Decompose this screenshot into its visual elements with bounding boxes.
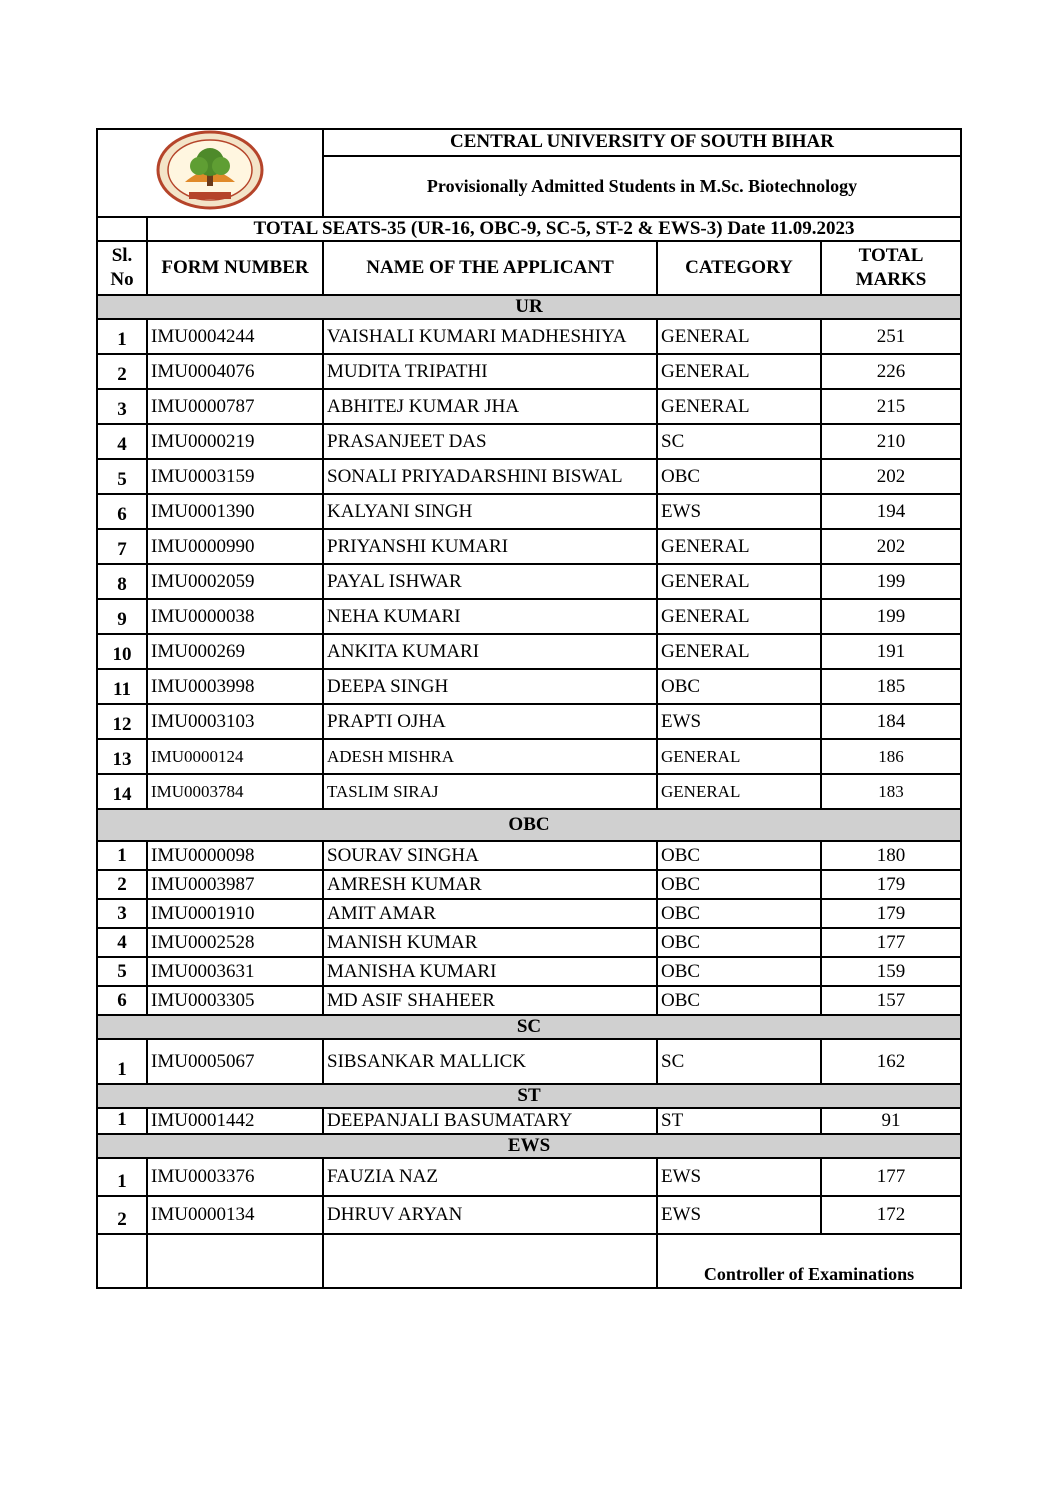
category: EWS xyxy=(657,704,821,739)
table-row xyxy=(97,1108,961,1134)
table-row xyxy=(97,494,961,529)
sl-no: 1 xyxy=(97,1039,147,1084)
sl-no: 5 xyxy=(97,957,147,986)
form-number: IMU0000219 xyxy=(147,424,323,459)
form-number: IMU0003998 xyxy=(147,669,323,704)
table-row xyxy=(97,424,961,459)
sl-no: 1 xyxy=(97,841,147,870)
table-row xyxy=(97,774,961,809)
applicant-name: SIBSANKAR MALLICK xyxy=(323,1039,657,1084)
empty-cell xyxy=(147,1234,323,1288)
form-number: IMU0005067 xyxy=(147,1039,323,1084)
sl-no: 2 xyxy=(97,870,147,899)
form-number: IMU0002528 xyxy=(147,928,323,957)
table-row xyxy=(97,354,961,389)
category: OBC xyxy=(657,957,821,986)
applicant-name: DHRUV ARYAN xyxy=(323,1196,657,1234)
university-seal-icon xyxy=(155,130,265,210)
total-marks: 251 xyxy=(821,319,961,354)
applicant-name: MANISHA KUMARI xyxy=(323,957,657,986)
group-band xyxy=(97,1134,961,1158)
admission-table xyxy=(96,128,962,1289)
total-marks: 215 xyxy=(821,389,961,424)
total-marks: 210 xyxy=(821,424,961,459)
table-row xyxy=(97,389,961,424)
table-row xyxy=(97,1196,961,1234)
total-marks: 162 xyxy=(821,1039,961,1084)
total-marks: 191 xyxy=(821,634,961,669)
sl-no: 3 xyxy=(97,389,147,424)
form-number: IMU0000098 xyxy=(147,841,323,870)
category: GENERAL xyxy=(657,389,821,424)
form-number: IMU0000124 xyxy=(147,739,323,774)
empty-cell xyxy=(323,1234,657,1288)
table-row xyxy=(97,1158,961,1196)
category: ST xyxy=(657,1108,821,1134)
col-marks: TOTAL MARKS xyxy=(821,241,961,295)
sl-no: 2 xyxy=(97,354,147,389)
col-name: NAME OF THE APPLICANT xyxy=(323,241,657,295)
sl-no: 3 xyxy=(97,899,147,928)
category: SC xyxy=(657,424,821,459)
category: GENERAL xyxy=(657,774,821,809)
category: GENERAL xyxy=(657,739,821,774)
applicant-name: ABHITEJ KUMAR JHA xyxy=(323,389,657,424)
col-sl: Sl. No xyxy=(97,241,147,295)
table-row xyxy=(97,669,961,704)
sl-no: 10 xyxy=(97,634,147,669)
sl-no: 6 xyxy=(97,986,147,1015)
empty-cell xyxy=(97,217,147,241)
total-marks: 226 xyxy=(821,354,961,389)
table-row xyxy=(97,704,961,739)
sl-no: 4 xyxy=(97,424,147,459)
applicant-name: NEHA KUMARI xyxy=(323,599,657,634)
form-number: IMU0000990 xyxy=(147,529,323,564)
form-number: IMU0003376 xyxy=(147,1158,323,1196)
sl-no: 1 xyxy=(97,319,147,354)
group-label: ST xyxy=(97,1084,961,1108)
table-row xyxy=(97,634,961,669)
signature-label: Controller of Examinations xyxy=(657,1234,961,1288)
sl-no: 14 xyxy=(97,774,147,809)
category: EWS xyxy=(657,1196,821,1234)
sl-no: 2 xyxy=(97,1196,147,1234)
sl-no: 8 xyxy=(97,564,147,599)
category: GENERAL xyxy=(657,529,821,564)
form-number: IMU0003631 xyxy=(147,957,323,986)
list-subtitle: Provisionally Admitted Students in M.Sc. Biotechnology xyxy=(323,156,961,217)
form-number: IMU0000787 xyxy=(147,389,323,424)
total-marks: 180 xyxy=(821,841,961,870)
col-category: CATEGORY xyxy=(657,241,821,295)
total-marks: 202 xyxy=(821,529,961,564)
applicant-name: MUDITA TRIPATHI xyxy=(323,354,657,389)
sl-no: 9 xyxy=(97,599,147,634)
form-number: IMU0001910 xyxy=(147,899,323,928)
applicant-name: DEEPANJALI BASUMATARY xyxy=(323,1108,657,1134)
total-marks: 157 xyxy=(821,986,961,1015)
applicant-name: SOURAV SINGHA xyxy=(323,841,657,870)
col-form: FORM NUMBER xyxy=(147,241,323,295)
form-number: IMU0000134 xyxy=(147,1196,323,1234)
total-marks: 177 xyxy=(821,1158,961,1196)
total-marks: 194 xyxy=(821,494,961,529)
applicant-name: DEEPA SINGH xyxy=(323,669,657,704)
sl-no: 13 xyxy=(97,739,147,774)
group-band xyxy=(97,809,961,841)
category: GENERAL xyxy=(657,634,821,669)
category: GENERAL xyxy=(657,319,821,354)
total-marks: 183 xyxy=(821,774,961,809)
total-marks: 172 xyxy=(821,1196,961,1234)
category: EWS xyxy=(657,1158,821,1196)
table-row xyxy=(97,739,961,774)
total-marks: 177 xyxy=(821,928,961,957)
applicant-name: PAYAL ISHWAR xyxy=(323,564,657,599)
applicant-name: MD ASIF SHAHEER xyxy=(323,986,657,1015)
applicant-name: VAISHALI KUMARI MADHESHIYA xyxy=(323,319,657,354)
category: OBC xyxy=(657,669,821,704)
table-row xyxy=(97,564,961,599)
sl-no: 1 xyxy=(97,1158,147,1196)
category: OBC xyxy=(657,459,821,494)
sl-no: 11 xyxy=(97,669,147,704)
form-number: IMU0004244 xyxy=(147,319,323,354)
sl-no: 7 xyxy=(97,529,147,564)
sl-no: 12 xyxy=(97,704,147,739)
total-marks: 199 xyxy=(821,599,961,634)
total-marks: 202 xyxy=(821,459,961,494)
form-number: IMU0001442 xyxy=(147,1108,323,1134)
signature-row xyxy=(97,1234,961,1288)
form-number: IMU0003987 xyxy=(147,870,323,899)
category: OBC xyxy=(657,986,821,1015)
applicant-name: TASLIM SIRAJ xyxy=(323,774,657,809)
sl-no: 1 xyxy=(97,1108,147,1134)
table-row xyxy=(97,529,961,564)
total-marks: 179 xyxy=(821,870,961,899)
university-name: CENTRAL UNIVERSITY OF SOUTH BIHAR xyxy=(323,129,961,156)
applicant-name: FAUZIA NAZ xyxy=(323,1158,657,1196)
empty-cell xyxy=(97,1234,147,1288)
category: SC xyxy=(657,1039,821,1084)
table-row xyxy=(97,1039,961,1084)
applicant-name: SONALI PRIYADARSHINI BISWAL xyxy=(323,459,657,494)
category: OBC xyxy=(657,870,821,899)
applicant-name: ANKITA KUMARI xyxy=(323,634,657,669)
total-marks: 184 xyxy=(821,704,961,739)
table-row xyxy=(97,319,961,354)
table-row xyxy=(97,957,961,986)
total-marks: 186 xyxy=(821,739,961,774)
total-marks: 185 xyxy=(821,669,961,704)
applicant-name: PRIYANSHI KUMARI xyxy=(323,529,657,564)
table-row xyxy=(97,899,961,928)
total-marks: 199 xyxy=(821,564,961,599)
table-row xyxy=(97,459,961,494)
applicant-name: AMIT AMAR xyxy=(323,899,657,928)
group-band xyxy=(97,1015,961,1039)
group-label: UR xyxy=(97,295,961,319)
applicant-name: AMRESH KUMAR xyxy=(323,870,657,899)
applicant-name: ADESH MISHRA xyxy=(323,739,657,774)
form-number: IMU0003159 xyxy=(147,459,323,494)
sl-no: 5 xyxy=(97,459,147,494)
sl-no: 4 xyxy=(97,928,147,957)
category: GENERAL xyxy=(657,564,821,599)
table-row xyxy=(97,841,961,870)
applicant-name: KALYANI SINGH xyxy=(323,494,657,529)
total-marks: 91 xyxy=(821,1108,961,1134)
form-number: IMU0001390 xyxy=(147,494,323,529)
form-number: IMU0004076 xyxy=(147,354,323,389)
form-number: IMU0003305 xyxy=(147,986,323,1015)
table-row xyxy=(97,986,961,1015)
form-number: IMU0000038 xyxy=(147,599,323,634)
form-number: IMU000269 xyxy=(147,634,323,669)
category: GENERAL xyxy=(657,599,821,634)
group-band xyxy=(97,1084,961,1108)
group-label: OBC xyxy=(97,809,961,841)
table-row xyxy=(97,928,961,957)
form-number: IMU0003103 xyxy=(147,704,323,739)
category: GENERAL xyxy=(657,354,821,389)
group-label: SC xyxy=(97,1015,961,1039)
sl-no: 6 xyxy=(97,494,147,529)
category: OBC xyxy=(657,928,821,957)
logo-cell xyxy=(97,129,323,217)
applicant-name: MANISH KUMAR xyxy=(323,928,657,957)
applicant-name: PRASANJEET DAS xyxy=(323,424,657,459)
group-band xyxy=(97,295,961,319)
group-label: EWS xyxy=(97,1134,961,1158)
table-row xyxy=(97,870,961,899)
total-marks: 179 xyxy=(821,899,961,928)
form-number: IMU0002059 xyxy=(147,564,323,599)
column-header-row xyxy=(97,241,961,295)
admission-list-sheet xyxy=(96,128,960,1289)
total-marks: 159 xyxy=(821,957,961,986)
form-number: IMU0003784 xyxy=(147,774,323,809)
category: OBC xyxy=(657,841,821,870)
table-row xyxy=(97,599,961,634)
category: EWS xyxy=(657,494,821,529)
seats-line: TOTAL SEATS-35 (UR-16, OBC-9, SC-5, ST-2 & EWS-3) Date 11.09.2023 xyxy=(147,217,961,241)
applicant-name: PRAPTI OJHA xyxy=(323,704,657,739)
category: OBC xyxy=(657,899,821,928)
